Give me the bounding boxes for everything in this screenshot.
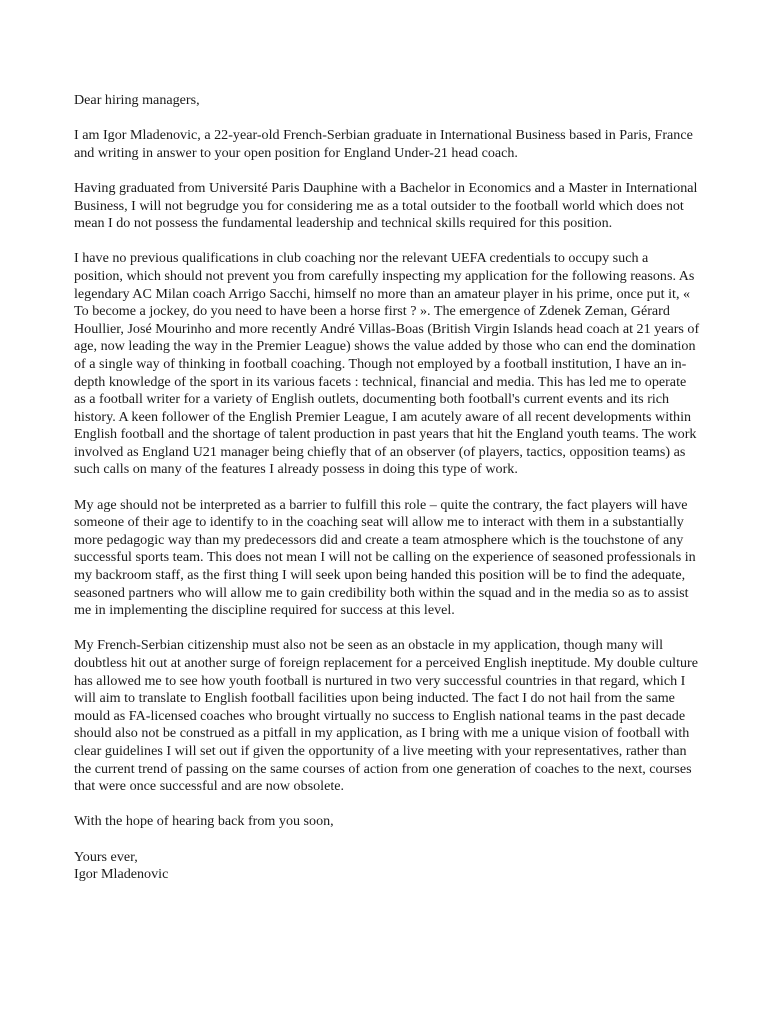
letter-body [74, 92, 700, 884]
salutation: Dear hiring managers, [74, 92, 200, 108]
paragraph-age: My age should not be interpreted as a barrier to fulfill this role – quite the contrary, the fact players will have someone of their age to identify to in the coaching seat will allow me to interact with them in a substantially more pedagogic way than my predecessors did and create a team atmosphere which is the touchstone of any successful sports team. This does not mean I will not be calling on the experience of seasoned professionals in my backroom staff, as the first thing I will seek upon being handed this position will be to find the adequate, seasoned partners who will allow me to gain credibility both within the squad and in the media so as to assist me in implementing the discipline required for success at this level. [74, 496, 696, 619]
paragraph-citizenship: My French-Serbian citizenship must also not be seen as an obstacle in my application, though many will doubtless hit out at another surge of foreign replacement for a perceived English ineptitude. My double culture has allowed me to see how youth football is nurtured in two very successful countries in that regard, which I will aim to translate to English football facilities upon being inducted. The fact I do not hail from the same mould as FA-licensed coaches who brought virtually no success to English national teams in the past decade should also not be construed as a pitfall in my application, as I bring with me a unique vision of football with clear guidelines I will set out if given the opportunity of a live meeting with your representatives, rather than the current trend of passing on the same courses of action from one generation of coaches to the next, courses that were once successful and are now obsolete. [74, 637, 698, 795]
paragraph-education: Having graduated from Université Paris Dauphine with a Bachelor in Economics and a Master in International Business, I will not begrudge you for considering me as a total outsider to the football world which does not mean I do not possess the fundamental leadership and technical skills required for this position. [74, 179, 698, 232]
paragraph-intro: I am Igor Mladenovic, a 22-year-old French-Serbian graduate in International Business based in Paris, France and writing in answer to your open position for England Under-21 head coach. [74, 127, 693, 161]
signature: Igor Mladenovic [74, 866, 169, 883]
paragraph-qualifications: I have no previous qualifications in club coaching nor the relevant UEFA credentials to occupy such a position, which should not prevent you from carefully inspecting my application for the following reasons. As legendary AC Milan coach Arrigo Sacchi, himself no more than an amateur player in his prime, once put it, « To become a jockey, do you need to have been a horse first ? ». The emergence of Zdenek Zeman, Gérard Houllier, José Mourinho and more recently André Villas-Boas (British Virgin Islands head coach at 21 years of age, now leading the way in the Premier League) shows the value added by those who can end the domination of a single way of thinking in football coaching. Though not employed by a football institution, I have an in-depth knowledge of the sport in its various facets : technical, financial and media. This has led me to operate as a football writer for a variety of English outlets, documenting both football's current events and its rich history. A keen follower of the English Premier League, I am acutely aware of all recent developments within English football and the shortage of talent production in past years that hit the England youth teams. The work involved as England U21 manager being chiefly that of an observer (of players, tactics, opposition teams) as such calls on many of the features I already possess in doing this type of work. [74, 250, 700, 478]
paragraph-hope: With the hope of hearing back from you soon, [74, 813, 334, 830]
closing: Yours ever, [74, 848, 138, 865]
